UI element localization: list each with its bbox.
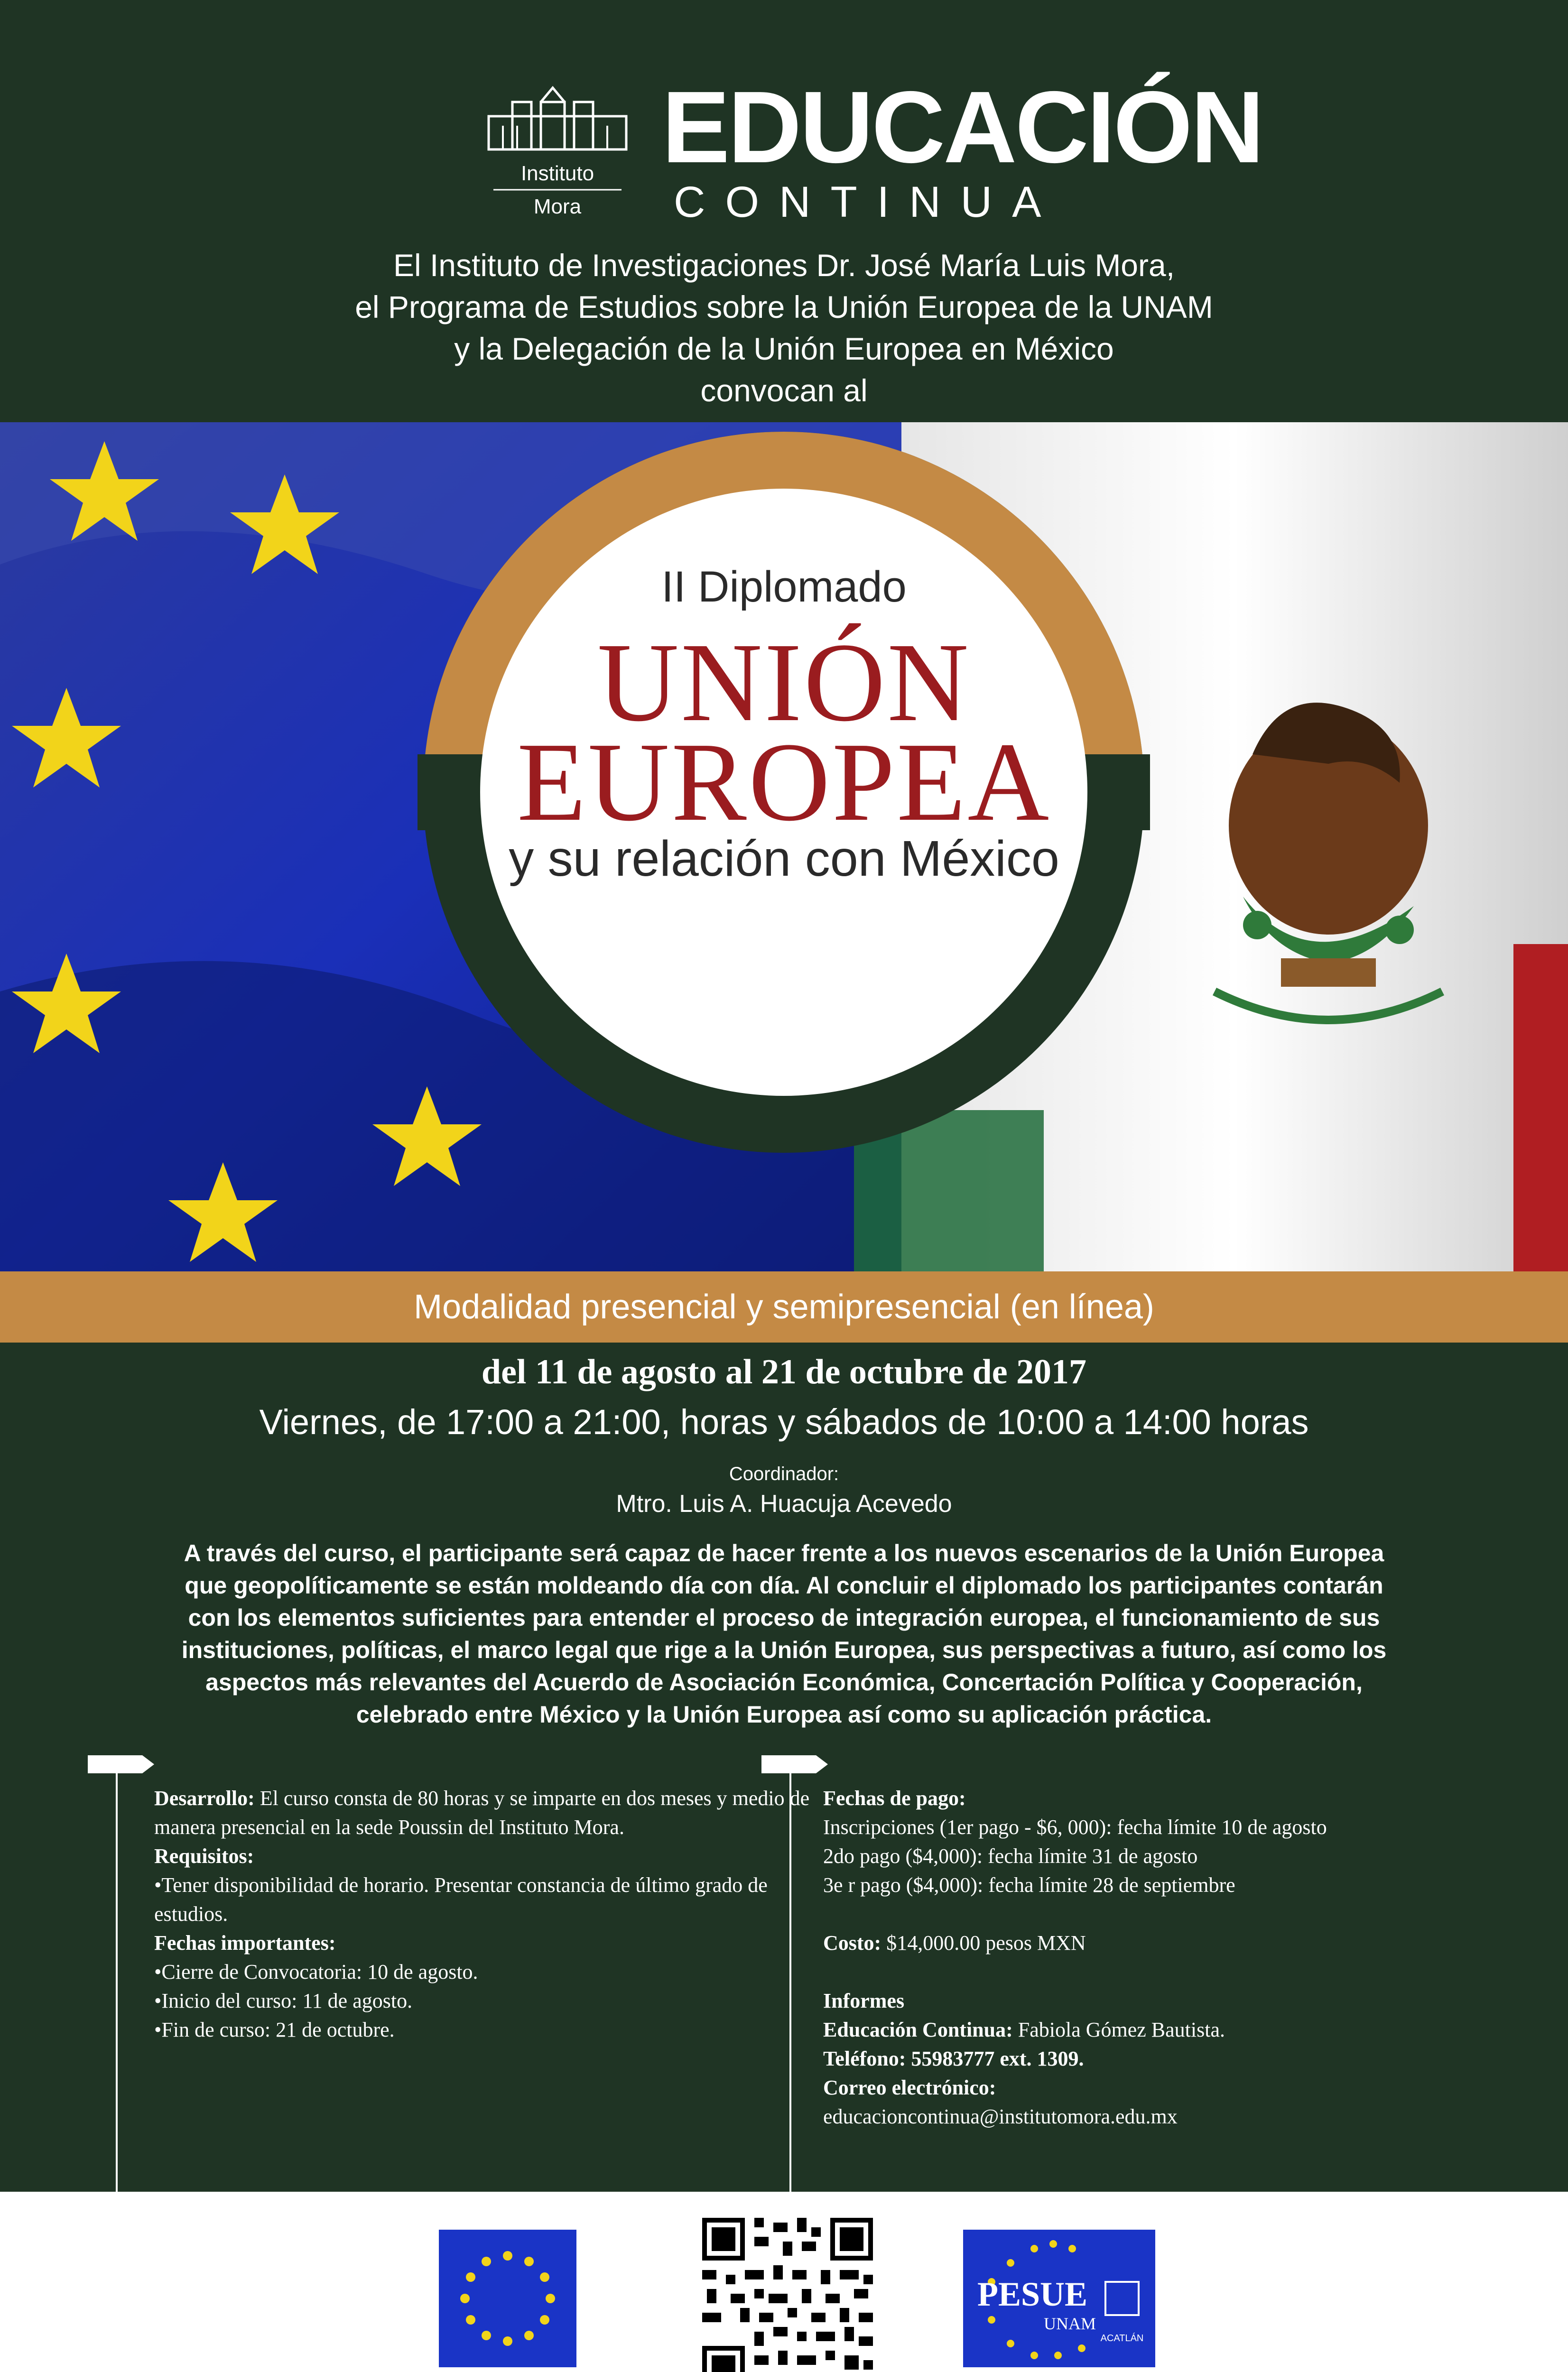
right-column [823, 1784, 1497, 2131]
pago-item: Inscripciones (1er pago - $6, 000): fecha límite 10 de agosto [823, 1816, 1327, 1839]
requisitos-text: •Tener disponibilidad de horario. Presentar constancia de último grado de estudios. [154, 1873, 768, 1926]
correo-label: Correo electrónico: [823, 2076, 996, 2099]
eu-flag-logo [439, 2230, 576, 2367]
convoca-line: el Programa de Estudios sobre la Unión Europea de la UNAM [355, 289, 1213, 324]
flags-banner [0, 422, 1568, 1271]
desarrollo-label: Desarrollo: [154, 1787, 255, 1810]
pago-item: 3e r pago ($4,000): fecha límite 28 de septiembre [823, 1873, 1235, 1897]
fechas-item: •Inicio del curso: 11 de agosto. [154, 1989, 413, 2012]
fechas-item: •Fin de curso: 21 de octubre. [154, 2018, 395, 2041]
title-prefix: II Diplomado [661, 563, 907, 611]
coordinator-label: Coordinador: [729, 1464, 839, 1484]
pesue-text: PESUE [977, 2275, 1088, 2313]
tel-label: Teléfono: 55983777 ext. 1309. [823, 2047, 1084, 2070]
course-hours: Viernes, de 17:00 a 21:00, horas y sábados de 10:00 a 14:00 horas [259, 1402, 1309, 1442]
title-line2: EUROPEA [517, 720, 1051, 844]
desarrollo-text: El curso consta de 80 horas y se imparte en dos meses y medio de manera presencial en la sede Poussin del Instituto Mora. [154, 1787, 810, 1839]
fechas-label: Fechas importantes: [154, 1931, 336, 1955]
arrow-icon [88, 1755, 154, 1773]
course-description: A través del curso, el participante será capaz de hacer frente a los nuevos escenarios de la Unión Europea que geopolíticamente se están moldeando día con día. Al concluir el diplomado los participantes contarán con los elementos suficientes para entender el proceso de integración europea, el funcionamiento de sus instituciones, políticas, el marco legal que rige a la Unión Europea, sus perspectivas a futuro, así como los aspectos más relevantes del Acuerdo de Asociación Económica, Concertación Política y Cooperación, celebrado entre México y la Unión Europea así como su aplicación práctica. [181, 1540, 1387, 1728]
divider-left [116, 1765, 118, 2192]
convoca-block [0, 244, 1568, 411]
title-line1: UNIÓN [597, 620, 971, 745]
pago-label: Fechas de pago: [823, 1787, 966, 1810]
title-suffix: y su relación con México [509, 831, 1059, 887]
convoca-line: y la Delegación de la Unión Europea en México [454, 331, 1114, 366]
modalidad-bar: Modalidad presencial y semipresencial (en línea) [0, 1271, 1568, 1343]
pago-item: 2do pago ($4,000): fecha límite 31 de agosto [823, 1844, 1198, 1868]
left-column [154, 1784, 828, 2044]
requisitos-label: Requisitos: [154, 1844, 254, 1868]
coordinator-name: Mtro. Luis A. Huacuja Acevedo [616, 1490, 952, 1518]
correo-link[interactable]: educacioncontinua@institutomora.edu.mx [823, 2105, 1178, 2128]
brand-title: EDUCACIÓN [662, 70, 1262, 184]
convoca-line: convocan al [700, 373, 868, 408]
arrow-icon [761, 1755, 828, 1773]
ec-label: Educación Continua: [823, 2018, 1013, 2041]
convoca-line: El Instituto de Investigaciones Dr. José María Luis Mora, [393, 248, 1175, 283]
logo-line2: Mora [533, 195, 582, 218]
informes-label: Informes [823, 1989, 905, 2012]
qr-code[interactable] [697, 2213, 878, 2372]
pesue-side: ACATLÁN [1100, 2333, 1144, 2344]
course-dates: del 11 de agosto al 21 de octubre de 2017 [481, 1353, 1087, 1391]
ec-value: Fabiola Gómez Bautista. [1012, 2018, 1225, 2041]
instituto-mora-logo [484, 83, 631, 225]
pesue-sub: UNAM [1044, 2314, 1096, 2333]
logo-line1: Instituto [520, 162, 594, 185]
pesue-unam-logo [963, 2230, 1155, 2367]
costo-label: Costo: [823, 1931, 881, 1955]
fechas-item: •Cierre de Convocatoria: 10 de agosto. [154, 1960, 478, 1983]
brand-subtitle: CONTINUA [674, 178, 1061, 226]
costo-value: $14,000.00 pesos MXN [881, 1931, 1086, 1955]
desarrollo-paragraph [154, 1784, 828, 1842]
